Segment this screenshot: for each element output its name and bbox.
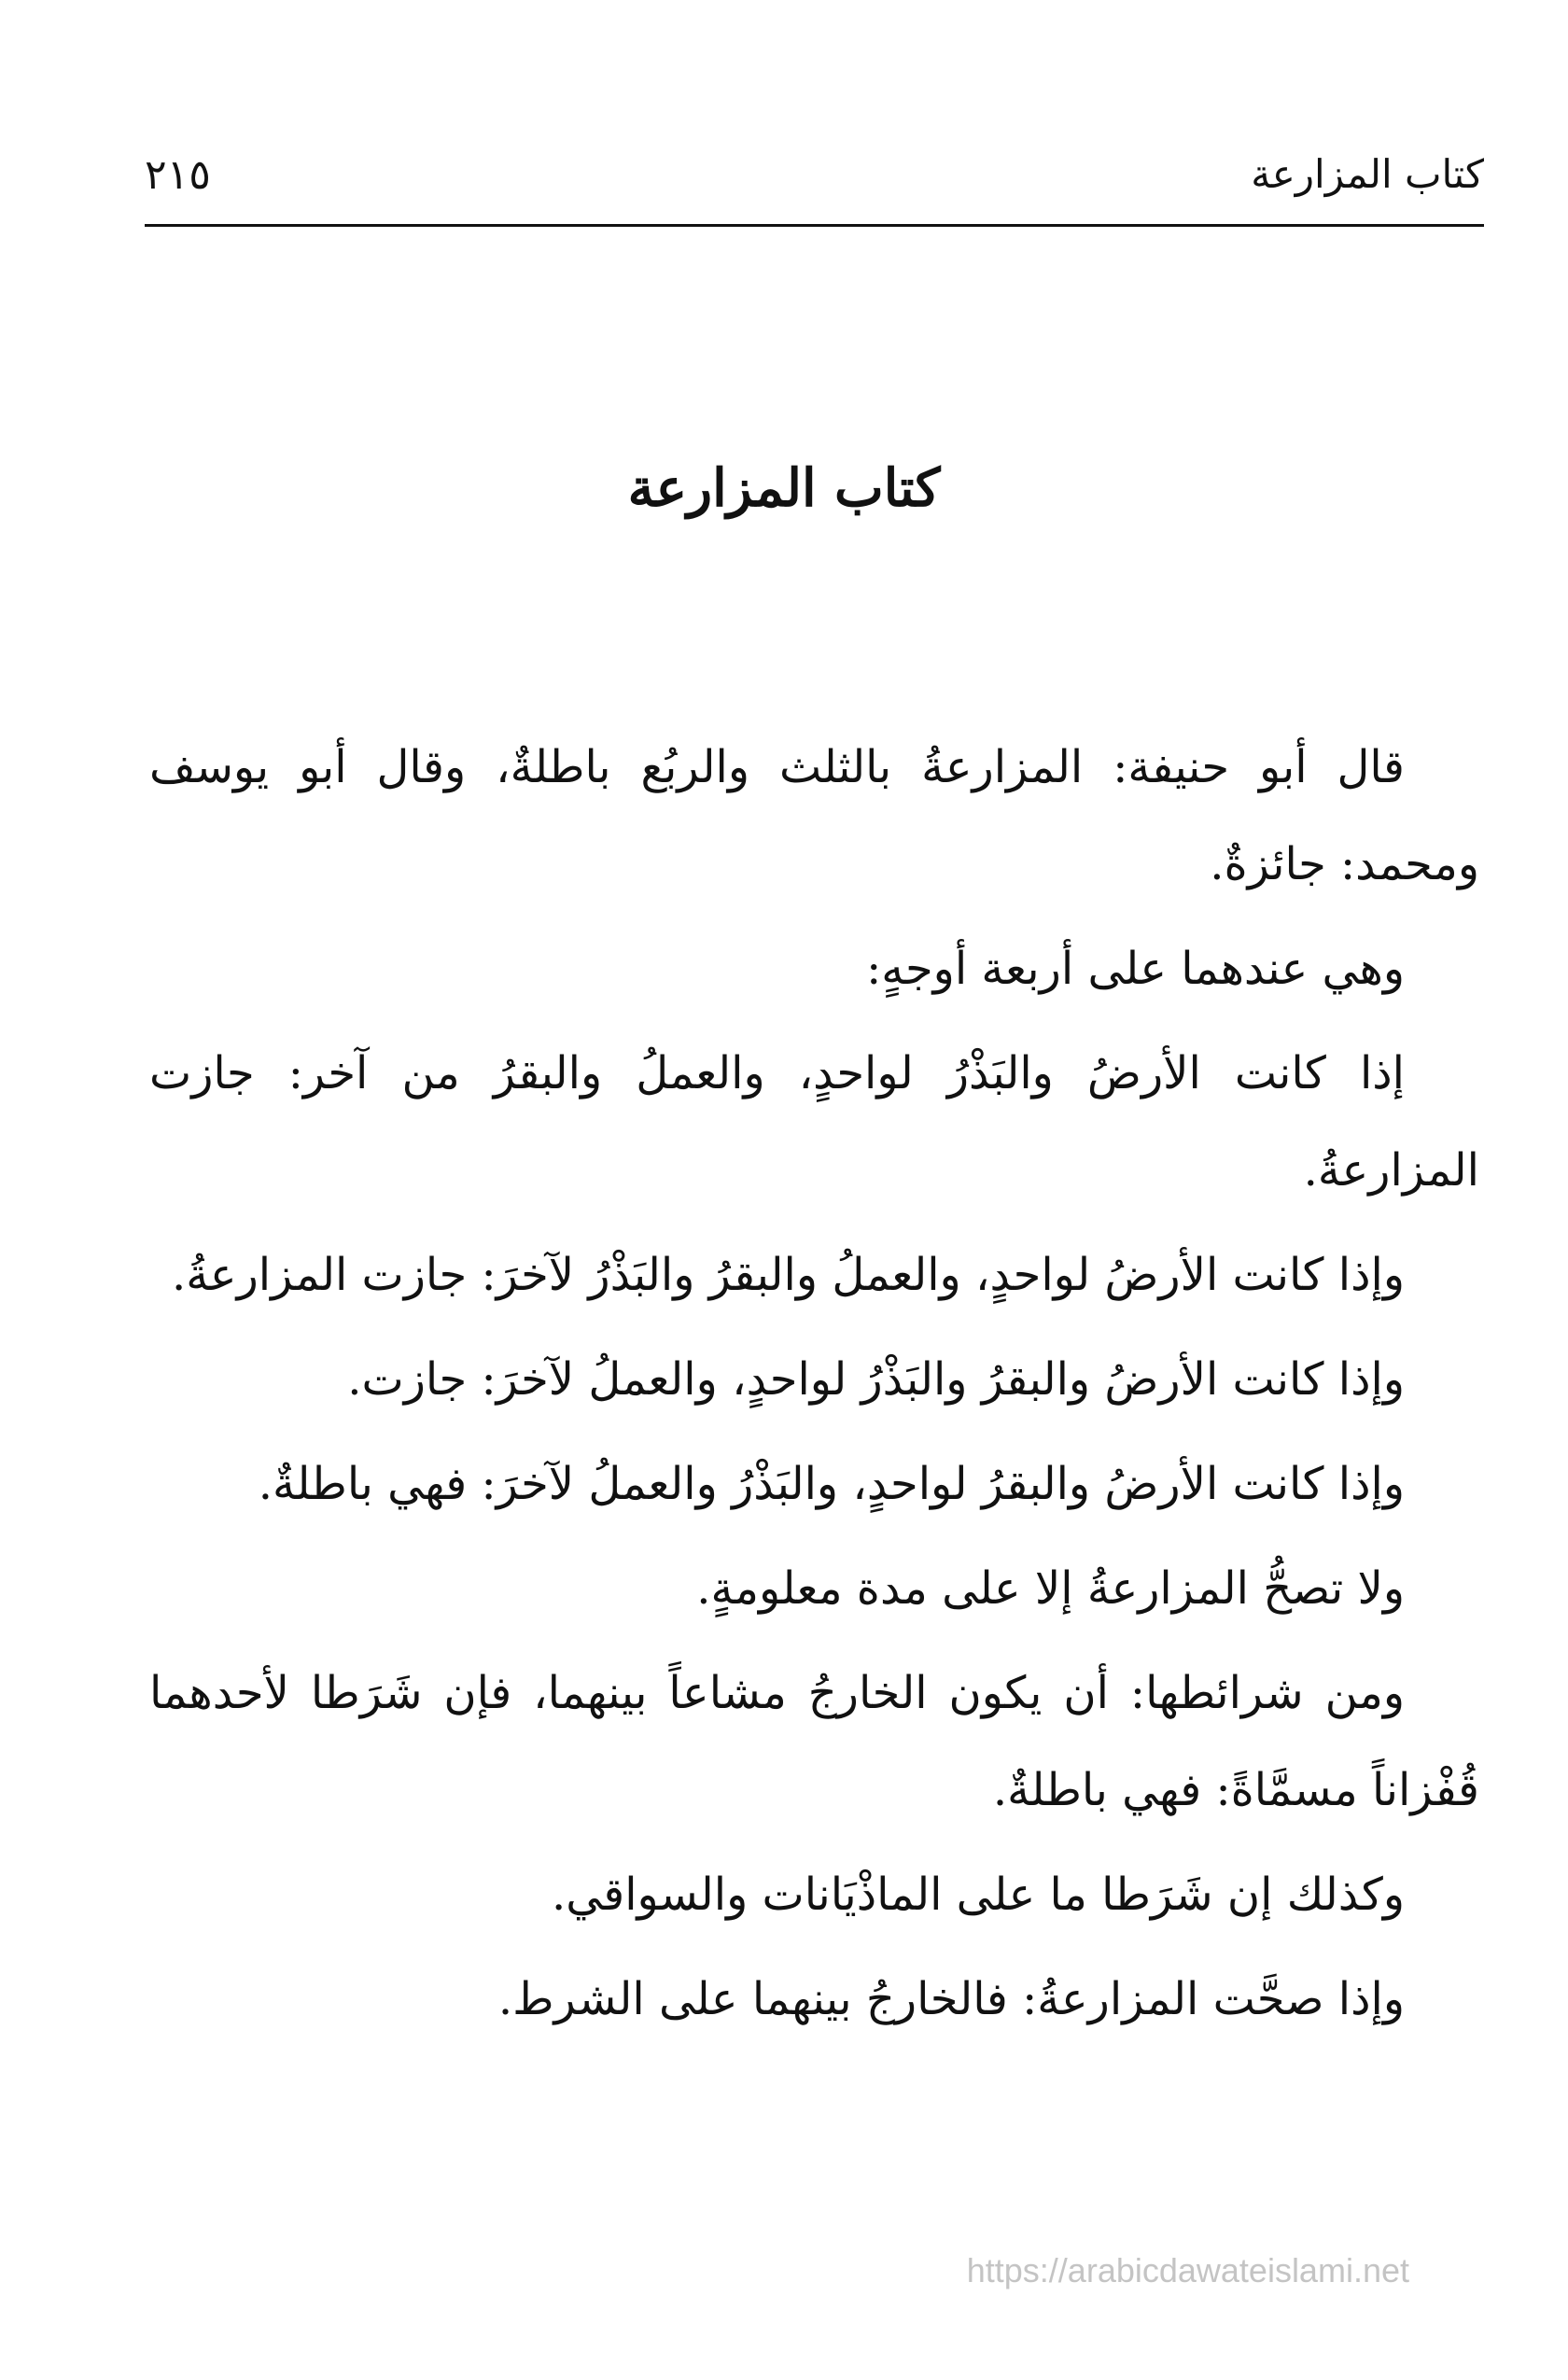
running-header	[145, 140, 1484, 227]
paragraph: وإذا كانت الأرضُ والبقرُ لواحدٍ، والبَذْرُ والعملُ لآخرَ: فهي باطلةٌ.	[258, 1458, 1405, 1510]
page-number: ٢١٥	[145, 151, 211, 199]
paragraph: وإذا صحَّت المزارعةُ: فالخارجُ بينهما على الشرط.	[497, 1973, 1405, 2025]
paragraph: وكذلك إن شَرَطا ما على الماذْيَانات والسواقي.	[551, 1869, 1405, 1921]
body-text	[149, 719, 1479, 2055]
paragraph: قال أبو حنيفة: المزارعةُ بالثلث والربُع باطلةٌ، وقال أبو يوسف ومحمد: جائزةٌ.	[149, 741, 1479, 890]
paragraph: وإذا كانت الأرضُ والبقرُ والبَذْرُ لواحدٍ، والعملُ لآخرَ: جازت.	[347, 1353, 1405, 1406]
paragraph: وإذا كانت الأرضُ لواحدٍ، والعملُ والبقرُ والبَذْرُ لآخرَ: جازت المزارعةُ.	[171, 1249, 1405, 1301]
paragraph: ومن شرائطها: أن يكون الخارجُ مشاعاً بينهما، فإن شَرَطا لأحدهما قُفْزاناً مسمَّاةً: فهي باطلةٌ.	[149, 1667, 1479, 1816]
watermark-url: https://arabicdawateislami.net	[966, 2251, 1409, 2289]
paragraph: إذا كانت الأرضُ والبَذْرُ لواحدٍ، والعملُ والبقرُ من آخر: جازت المزارعةُ.	[149, 1047, 1479, 1197]
chapter-title: كتاب المزارعة	[627, 457, 941, 519]
paragraph: ولا تصحُّ المزارعةُ إلا على مدة معلومةٍ.	[696, 1562, 1405, 1615]
running-header-title: كتاب المزارعة	[1251, 151, 1484, 197]
paragraph: وهي عندهما على أربعة أوجهٍ:	[866, 943, 1405, 995]
